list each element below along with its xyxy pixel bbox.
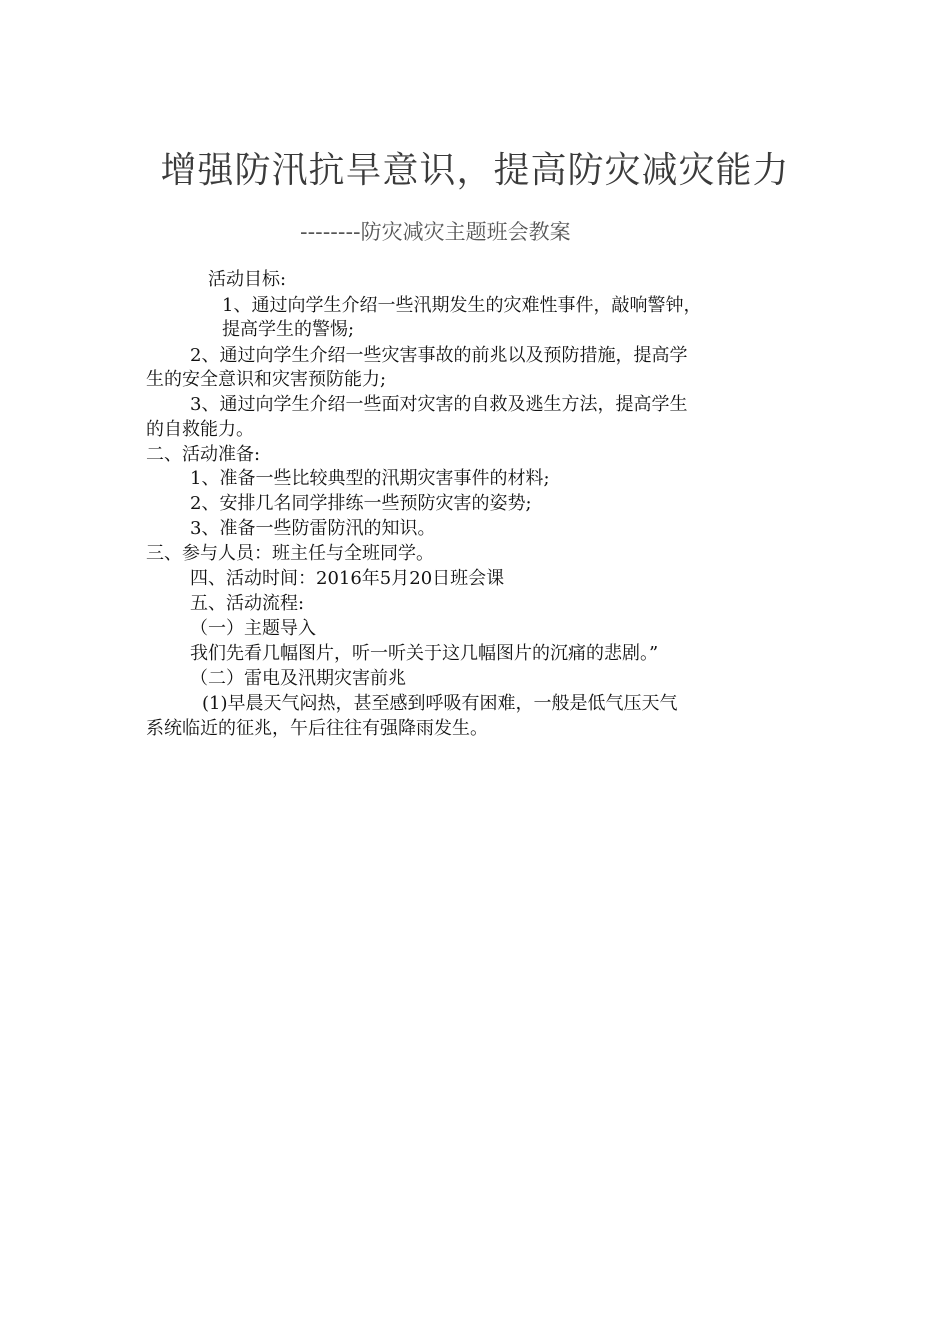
- preparation-heading: 二、活动准备:: [146, 444, 261, 465]
- activity-goal-heading: 活动目标:: [208, 269, 287, 290]
- goal-2-line-2: 生的安全意识和灾害预防能力;: [146, 369, 387, 390]
- preparation-item-1: 1、准备一些比较典型的汛期灾害事件的材料;: [190, 468, 550, 489]
- goal-1-line-2: 提高学生的警惕;: [222, 319, 355, 340]
- goal-3-line-2: 的自救能力。: [146, 419, 254, 440]
- goal-3-line-1: 3、通过向学生介绍一些面对灾害的自救及逃生方法，提高学生: [190, 394, 688, 415]
- section-2-heading: （二）雷电及汛期灾害前兆: [190, 668, 406, 689]
- participants-line: 三、参与人员：班主任与全班同学。: [146, 543, 434, 564]
- document-title: 增强防汛抗旱意识，提高防灾减灾能力: [160, 150, 790, 191]
- goal-1-line-1: 1、通过向学生介绍一些汛期发生的灾难性事件，敲响警钟，: [222, 295, 702, 316]
- goal-2-line-1: 2、通过向学生介绍一些灾害事故的前兆以及预防措施，提高学: [190, 345, 688, 366]
- section-2-item-1-line-1: (1)早晨天气闷热，甚至感到呼吸有困难，一般是低气压天气: [202, 693, 678, 714]
- activity-flow-heading: 五、活动流程:: [190, 593, 305, 614]
- activity-time-line: 四、活动时间：2016年5月20日班会课: [190, 568, 505, 589]
- preparation-item-3: 3、准备一些防雷防汛的知识。: [190, 518, 436, 539]
- document-subtitle: --------防灾减灾主题班会教案: [300, 220, 571, 244]
- section-1-heading: （一）主题导入: [190, 618, 316, 639]
- section-2-item-1-line-2: 系统临近的征兆，午后往往有强降雨发生。: [146, 718, 488, 739]
- section-1-text: 我们先看几幅图片，听一听关于这几幅图片的沉痛的悲剧。”: [190, 643, 659, 664]
- preparation-item-2: 2、安排几名同学排练一些预防灾害的姿势;: [190, 493, 532, 514]
